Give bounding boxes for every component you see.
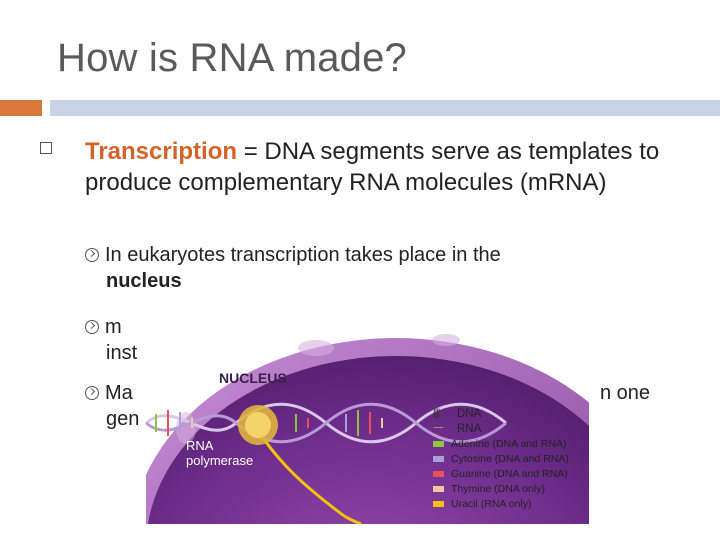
circle-check-bullet-icon: [85, 320, 99, 334]
sub-bullet-2-line1: m: [105, 316, 122, 338]
rna-strand-icon: ~~: [433, 423, 443, 434]
sub-bullet-1-line2: nucleus: [106, 270, 182, 292]
legend-swatch: [433, 501, 444, 507]
main-bullet: [85, 136, 685, 198]
rna-label-line1: RNA: [186, 438, 214, 453]
legend-item-rna: ~~ RNA: [433, 422, 482, 435]
legend-swatch: [433, 441, 444, 447]
header-rule: [50, 100, 720, 116]
legend-swatch: [433, 471, 444, 477]
legend-item-cytosine: Cytosine (DNA and RNA): [433, 451, 581, 466]
nucleus-label: NUCLEUS: [219, 370, 287, 386]
sub-bullet-3-line1: Ma: [105, 382, 133, 404]
legend-item-guanine: Guanine (DNA and RNA): [433, 466, 581, 481]
dna-helix-icon: ||||: [433, 408, 440, 419]
legend-item-dna: |||| DNA: [433, 407, 482, 420]
nucleus-illustration: [146, 328, 589, 524]
legend-swatch: [433, 486, 444, 492]
sub-bullet-2-line2: inst: [106, 342, 138, 364]
circle-check-bullet-icon: [85, 248, 99, 262]
accent-bar: [0, 100, 42, 116]
rna-label-line2: polymerase: [186, 453, 254, 468]
sub-bullet-1-line1: In eukaryotes transcription takes place in the: [105, 244, 501, 266]
sub-bullet-3-line2: gen: [106, 408, 140, 430]
legend-item-adenine: Adenine (DNA and RNA): [433, 436, 581, 451]
circle-check-bullet-icon: [85, 386, 99, 400]
square-bullet-icon: [40, 142, 52, 154]
transcription-term: Transcription: [85, 138, 238, 165]
sub-bullet-1: [85, 242, 685, 294]
slide-title: How is RNA made?: [57, 36, 407, 80]
legend-swatch: [433, 456, 444, 462]
base-legend: [433, 406, 581, 511]
rna-polymerase-label: [186, 438, 253, 468]
legend-item-thymine: Thymine (DNA only): [433, 481, 581, 496]
main-bullet-text: = DNA segments serve as templates to produce complementary RNA molecules (mRNA): [85, 138, 660, 196]
sub-bullet-3-right: n one: [600, 382, 651, 404]
legend-item-uracil: Uracil (RNA only): [433, 496, 581, 511]
